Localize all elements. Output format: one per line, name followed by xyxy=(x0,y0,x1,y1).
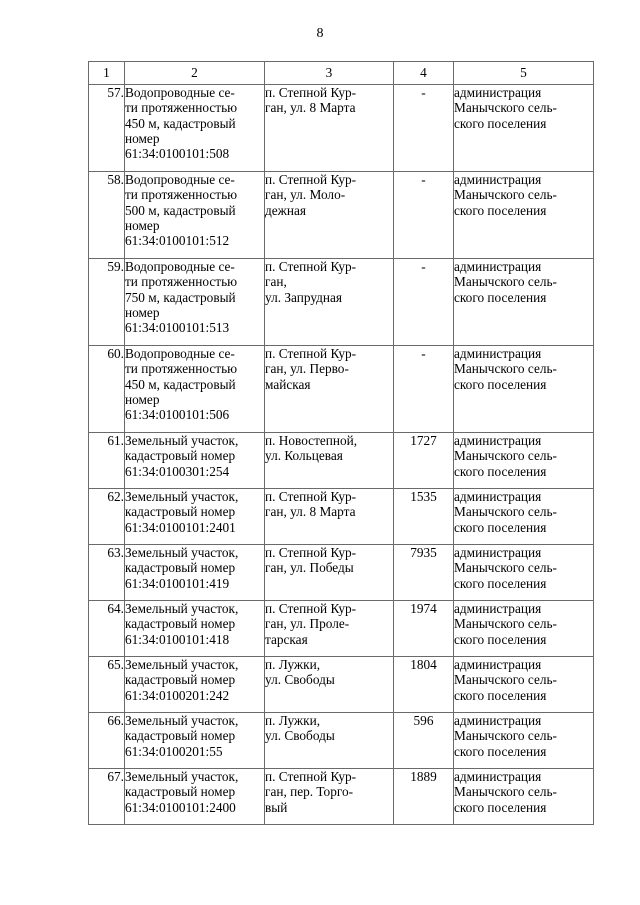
object-name-line: кадастровый номер xyxy=(125,728,236,744)
header-col-5: 5 xyxy=(454,62,594,85)
owner-line: администрация xyxy=(454,545,542,560)
address-cell xyxy=(265,433,394,489)
owner-cell xyxy=(454,713,594,769)
table-row xyxy=(89,601,594,657)
address-line: ул. Свободы xyxy=(265,728,335,744)
area-cell: 1727 xyxy=(394,433,454,489)
object-name-line: Земельный участок, xyxy=(125,601,239,616)
address-line: п. Новостепной, xyxy=(265,433,358,448)
address-line: п. Лужки, xyxy=(265,657,321,672)
owner-line: Манычского сель- xyxy=(454,560,557,576)
address-line: ган, ул. Перво- xyxy=(265,361,349,377)
address-line: ган, ул. Моло- xyxy=(265,187,346,203)
address-cell xyxy=(265,346,394,433)
owner-line: Манычского сель- xyxy=(454,728,557,744)
owner-line: ского поселения xyxy=(454,743,547,759)
address-cell xyxy=(265,259,394,346)
owner-line: ского поселения xyxy=(454,687,547,703)
address-cell xyxy=(265,601,394,657)
object-name-line: кадастровый номер xyxy=(125,672,236,688)
owner-line: Манычского сель- xyxy=(454,672,557,688)
owner-line: ского поселения xyxy=(454,376,547,392)
object-name-line: ти протяженностью xyxy=(125,361,238,377)
table-row xyxy=(89,346,594,433)
area-cell: 596 xyxy=(394,713,454,769)
table-row xyxy=(89,489,594,545)
table-row xyxy=(89,433,594,489)
object-name-cell xyxy=(125,489,265,545)
area-cell: - xyxy=(394,85,454,172)
address-line: тарская xyxy=(265,631,308,647)
owner-cell xyxy=(454,601,594,657)
owner-line: администрация xyxy=(454,713,542,728)
address-cell xyxy=(265,85,394,172)
object-name-line: Земельный участок, xyxy=(125,713,239,728)
row-number: 65. xyxy=(89,657,125,713)
address-line: ган, ул. Проле- xyxy=(265,616,350,632)
owner-line: администрация xyxy=(454,769,542,784)
object-name-line: 500 м, кадастровый xyxy=(125,202,236,218)
property-registry-table xyxy=(88,61,594,825)
header-row xyxy=(89,62,594,85)
address-line: п. Степной Кур- xyxy=(265,489,357,504)
row-number: 64. xyxy=(89,601,125,657)
object-name-cell xyxy=(125,713,265,769)
owner-line: администрация xyxy=(454,346,542,361)
object-name-line: Водопроводные се- xyxy=(125,259,235,274)
object-name-line: 61:34:0100201:55 xyxy=(125,743,223,759)
owner-line: Манычского сель- xyxy=(454,274,557,290)
object-name-line: номер xyxy=(125,304,160,320)
header-col-2: 2 xyxy=(125,62,265,85)
table-row xyxy=(89,259,594,346)
owner-line: администрация xyxy=(454,259,542,274)
object-name-line: 61:34:0100101:2401 xyxy=(125,519,236,535)
area-cell: - xyxy=(394,259,454,346)
area-cell: - xyxy=(394,346,454,433)
object-name-line: 61:34:0100101:419 xyxy=(125,575,230,591)
area-cell: 1889 xyxy=(394,769,454,825)
object-name-line: 61:34:0100301:254 xyxy=(125,463,230,479)
address-line: вый xyxy=(265,799,288,815)
table-row xyxy=(89,172,594,259)
owner-line: администрация xyxy=(454,172,542,187)
address-cell xyxy=(265,657,394,713)
object-name-line: Земельный участок, xyxy=(125,433,239,448)
address-line: п. Степной Кур- xyxy=(265,346,357,361)
object-name-line: 61:34:0100101:512 xyxy=(125,233,230,249)
header-col-4: 4 xyxy=(394,62,454,85)
owner-line: ского поселения xyxy=(454,799,547,815)
row-number: 63. xyxy=(89,545,125,601)
address-line: п. Степной Кур- xyxy=(265,259,357,274)
table-row xyxy=(89,769,594,825)
object-name-line: кадастровый номер xyxy=(125,448,236,464)
owner-cell xyxy=(454,85,594,172)
address-line: ул. Запрудная xyxy=(265,289,343,305)
address-line: дежная xyxy=(265,202,306,218)
object-name-cell xyxy=(125,545,265,601)
owner-line: Манычского сель- xyxy=(454,187,557,203)
object-name-line: ти протяженностью xyxy=(125,274,238,290)
table-row xyxy=(89,85,594,172)
area-cell: 7935 xyxy=(394,545,454,601)
object-name-line: 750 м, кадастровый xyxy=(125,289,236,305)
owner-line: администрация xyxy=(454,85,542,100)
address-cell xyxy=(265,489,394,545)
object-name-cell xyxy=(125,601,265,657)
object-name-line: кадастровый номер xyxy=(125,560,236,576)
object-name-line: Земельный участок, xyxy=(125,657,239,672)
owner-line: Манычского сель- xyxy=(454,784,557,800)
object-name-line: номер xyxy=(125,217,160,233)
object-name-cell xyxy=(125,85,265,172)
object-name-line: кадастровый номер xyxy=(125,504,236,520)
owner-cell xyxy=(454,545,594,601)
address-line: ган, ул. 8 Марта xyxy=(265,100,356,116)
page-number: 8 xyxy=(316,26,324,41)
row-number: 62. xyxy=(89,489,125,545)
table-body xyxy=(89,85,594,825)
owner-line: ского поселения xyxy=(454,289,547,305)
object-name-line: 61:34:0100101:508 xyxy=(125,146,230,162)
object-name-line: 61:34:0100101:2400 xyxy=(125,799,236,815)
owner-line: ского поселения xyxy=(454,631,547,647)
owner-cell xyxy=(454,433,594,489)
table-row xyxy=(89,657,594,713)
owner-line: Манычского сель- xyxy=(454,361,557,377)
object-name-line: Земельный участок, xyxy=(125,769,239,784)
row-number: 58. xyxy=(89,172,125,259)
owner-line: ского поселения xyxy=(454,519,547,535)
owner-cell xyxy=(454,489,594,545)
address-line: ган, ул. Победы xyxy=(265,560,354,576)
table-row xyxy=(89,713,594,769)
address-line: ган, ул. 8 Марта xyxy=(265,504,356,520)
owner-line: администрация xyxy=(454,657,542,672)
address-line: п. Лужки, xyxy=(265,713,321,728)
object-name-line: 450 м, кадастровый xyxy=(125,115,236,131)
object-name-line: Земельный участок, xyxy=(125,545,239,560)
table-row xyxy=(89,545,594,601)
address-line: ган, пер. Торго- xyxy=(265,784,354,800)
owner-cell xyxy=(454,657,594,713)
owner-line: Манычского сель- xyxy=(454,616,557,632)
owner-line: Манычского сель- xyxy=(454,100,557,116)
owner-line: администрация xyxy=(454,601,542,616)
object-name-line: 61:34:0100201:242 xyxy=(125,687,230,703)
owner-line: Манычского сель- xyxy=(454,504,557,520)
owner-cell xyxy=(454,259,594,346)
address-cell xyxy=(265,713,394,769)
area-cell: 1535 xyxy=(394,489,454,545)
address-line: п. Степной Кур- xyxy=(265,85,357,100)
object-name-line: кадастровый номер xyxy=(125,784,236,800)
address-line: п. Степной Кур- xyxy=(265,769,357,784)
owner-line: ского поселения xyxy=(454,463,547,479)
address-cell xyxy=(265,769,394,825)
object-name-line: 450 м, кадастровый xyxy=(125,376,236,392)
row-number: 59. xyxy=(89,259,125,346)
address-line: п. Степной Кур- xyxy=(265,172,357,187)
object-name-cell xyxy=(125,433,265,489)
address-cell xyxy=(265,172,394,259)
owner-line: Манычского сель- xyxy=(454,448,557,464)
owner-line: ского поселения xyxy=(454,202,547,218)
object-name-cell xyxy=(125,346,265,433)
object-name-cell xyxy=(125,657,265,713)
address-cell xyxy=(265,545,394,601)
owner-cell xyxy=(454,172,594,259)
object-name-line: Земельный участок, xyxy=(125,489,239,504)
object-name-line: ти протяженностью xyxy=(125,187,238,203)
address-line: ул. Свободы xyxy=(265,672,335,688)
table-header xyxy=(89,62,594,85)
header-col-1: 1 xyxy=(89,62,125,85)
object-name-cell xyxy=(125,172,265,259)
owner-cell xyxy=(454,346,594,433)
object-name-line: 61:34:0100101:506 xyxy=(125,407,230,423)
owner-line: администрация xyxy=(454,433,542,448)
row-number: 60. xyxy=(89,346,125,433)
row-number: 67. xyxy=(89,769,125,825)
address-line: ган, xyxy=(265,274,287,290)
owner-cell xyxy=(454,769,594,825)
object-name-line: Водопроводные се- xyxy=(125,346,235,361)
object-name-line: кадастровый номер xyxy=(125,616,236,632)
address-line: ул. Кольцевая xyxy=(265,448,343,464)
address-line: п. Степной Кур- xyxy=(265,545,357,560)
address-line: майская xyxy=(265,376,311,392)
header-col-3: 3 xyxy=(265,62,394,85)
object-name-line: номер xyxy=(125,391,160,407)
object-name-line: 61:34:0100101:513 xyxy=(125,320,230,336)
address-line: п. Степной Кур- xyxy=(265,601,357,616)
row-number: 57. xyxy=(89,85,125,172)
owner-line: ского поселения xyxy=(454,115,547,131)
owner-line: администрация xyxy=(454,489,542,504)
owner-line: ского поселения xyxy=(454,575,547,591)
object-name-cell xyxy=(125,259,265,346)
area-cell: 1974 xyxy=(394,601,454,657)
object-name-line: ти протяженностью xyxy=(125,100,238,116)
area-cell: - xyxy=(394,172,454,259)
object-name-line: Водопроводные се- xyxy=(125,172,235,187)
object-name-cell xyxy=(125,769,265,825)
row-number: 61. xyxy=(89,433,125,489)
object-name-line: Водопроводные се- xyxy=(125,85,235,100)
area-cell: 1804 xyxy=(394,657,454,713)
object-name-line: 61:34:0100101:418 xyxy=(125,631,230,647)
row-number: 66. xyxy=(89,713,125,769)
object-name-line: номер xyxy=(125,130,160,146)
